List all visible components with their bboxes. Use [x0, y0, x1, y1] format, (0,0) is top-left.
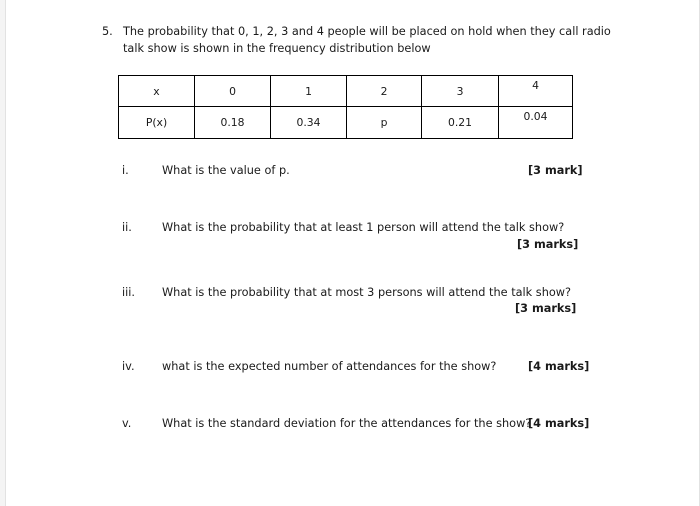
subquestion-marks: [4 marks] — [528, 360, 590, 373]
table-cell: p — [347, 107, 422, 139]
subquestion-text: What is the probability that at most 3 persons will attend the talk show? — [162, 286, 572, 299]
table-row — [119, 107, 573, 139]
subquestion-number: ii. — [122, 221, 132, 234]
table-cell: 1 — [271, 76, 347, 107]
table-cell: 3 — [422, 76, 499, 107]
table-cell: 0.04 — [499, 107, 573, 139]
question-number: 5. — [102, 25, 113, 38]
subquestion-text: What is the probability that at least 1 person will attend the talk show? — [162, 221, 565, 234]
frequency-table — [118, 75, 573, 139]
table-cell: 0.21 — [422, 107, 499, 139]
table-row — [119, 76, 573, 107]
table-cell-x-label: x — [119, 76, 195, 107]
table-cell: 0.18 — [195, 107, 271, 139]
subquestion-text: What is the value of p. — [162, 164, 290, 177]
subquestion-marks: [4 marks] — [528, 417, 590, 430]
table-cell: 0.34 — [271, 107, 347, 139]
subquestion-marks: [3 marks] — [517, 238, 579, 251]
subquestion-number: iv. — [122, 360, 135, 373]
subquestion-marks: [3 mark] — [528, 164, 583, 177]
subquestion-marks: [3 marks] — [515, 302, 577, 315]
table-cell-p-label: P(x) — [119, 107, 195, 139]
table-cell: 0 — [195, 76, 271, 107]
subquestion-text: What is the standard deviation for the attendances for the show? — [162, 417, 532, 430]
subquestion-number: iii. — [122, 286, 136, 299]
subquestion-number: v. — [122, 417, 132, 430]
question-text: The probability that 0, 1, 2, 3 and 4 people will be placed on hold when they call radio talk show is shown in the frequency distribution below — [123, 25, 611, 55]
table-cell: 4 — [499, 76, 573, 107]
table-cell: 2 — [347, 76, 422, 107]
subquestion-number: i. — [122, 164, 129, 177]
subquestion-text: what is the expected number of attendances for the show? — [162, 360, 497, 373]
